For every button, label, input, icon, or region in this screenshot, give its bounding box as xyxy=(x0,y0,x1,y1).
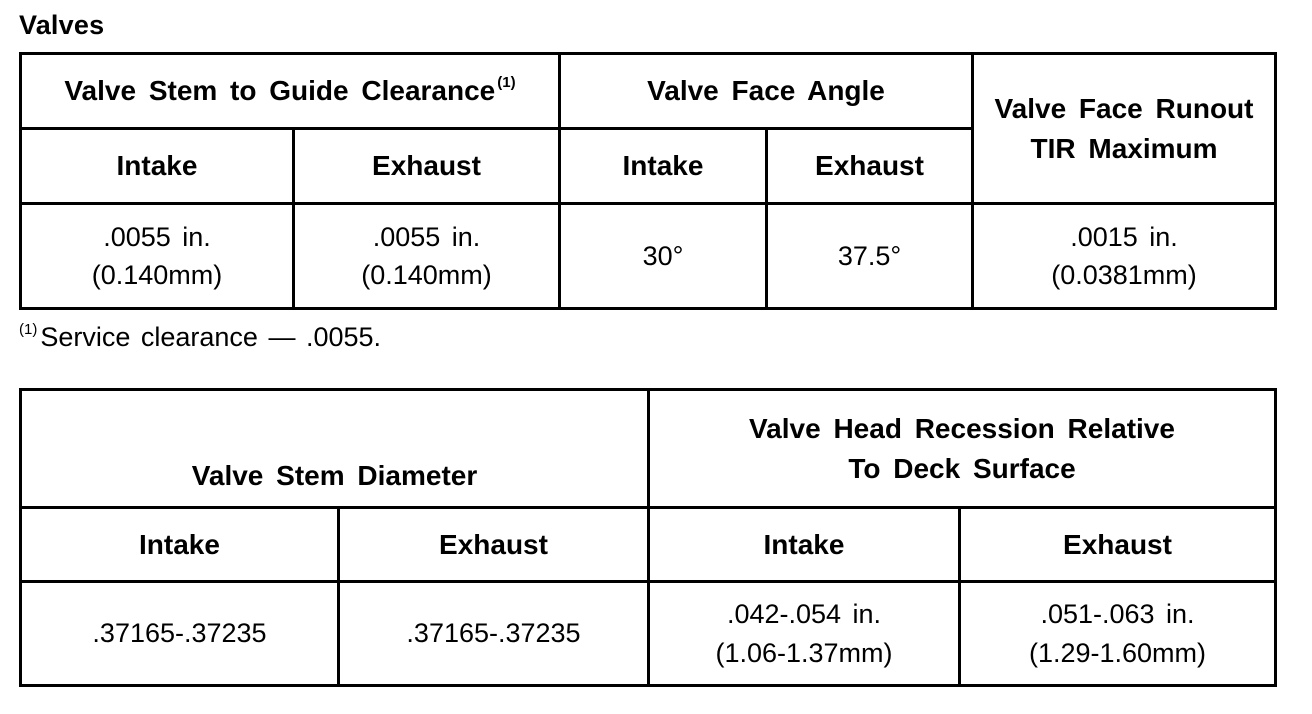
recession-intake-in: .042-.054 in. xyxy=(726,599,882,630)
stem-diameter-header: Valve Stem Diameter xyxy=(21,390,649,508)
clearance-exhaust-mm: (0.140mm) xyxy=(361,260,492,290)
clearance-header-label: Valve Stem to Guide Clearance xyxy=(64,75,496,107)
clearance-footnote-ref: (1) xyxy=(497,74,516,92)
recession-intake-header: Intake xyxy=(649,508,960,582)
face-angle-exhaust-value: 37.5° xyxy=(767,204,973,309)
section-title: Valves xyxy=(19,10,105,40)
recession-exhaust-mm: (1.29-1.60mm) xyxy=(1028,637,1207,668)
runout-in: .0015 in. xyxy=(1070,221,1178,252)
face-angle-exhaust-header: Exhaust xyxy=(767,129,973,204)
stem-intake-header: Intake xyxy=(21,508,339,582)
runout-header-line1: Valve Face Runout xyxy=(994,92,1254,124)
clearance-exhaust-in: .0055 in. xyxy=(372,221,481,252)
footnote xyxy=(19,322,381,353)
face-angle-intake-value: 30° xyxy=(560,204,767,309)
recession-exhaust-header: Exhaust xyxy=(960,508,1276,582)
clearance-intake-header: Intake xyxy=(21,129,294,204)
stem-intake-value: .37165-.37235 xyxy=(21,582,339,686)
clearance-intake-in: .0055 in. xyxy=(103,221,211,252)
runout-value xyxy=(973,204,1276,309)
clearance-exhaust-header: Exhaust xyxy=(294,129,560,204)
clearance-intake-mm: (0.140mm) xyxy=(91,260,223,290)
runout-header-line2: TIR Maximum xyxy=(1030,132,1218,164)
recession-intake-value xyxy=(649,582,960,686)
runout-mm: (0.0381mm) xyxy=(1051,260,1197,290)
recession-header xyxy=(649,390,1276,508)
recession-header-line1: Valve Head Recession Relative xyxy=(749,412,1175,444)
face-angle-header: Valve Face Angle xyxy=(560,54,973,129)
valve-stem-recession-table xyxy=(19,388,1277,687)
runout-header xyxy=(973,54,1276,204)
recession-header-line2: To Deck Surface xyxy=(848,452,1076,484)
stem-exhaust-value: .37165-.37235 xyxy=(339,582,649,686)
clearance-header xyxy=(21,54,560,129)
footnote-ref: (1) xyxy=(19,321,38,338)
valve-clearance-table xyxy=(19,52,1277,310)
clearance-intake-value xyxy=(21,204,294,309)
clearance-exhaust-value xyxy=(294,204,560,309)
recession-exhaust-value xyxy=(960,582,1276,686)
stem-exhaust-header: Exhaust xyxy=(339,508,649,582)
footnote-text: Service clearance — .0055. xyxy=(40,322,382,352)
recession-intake-mm: (1.06-1.37mm) xyxy=(715,637,893,668)
recession-exhaust-in: .051-.063 in. xyxy=(1040,599,1195,630)
face-angle-intake-header: Intake xyxy=(560,129,767,204)
